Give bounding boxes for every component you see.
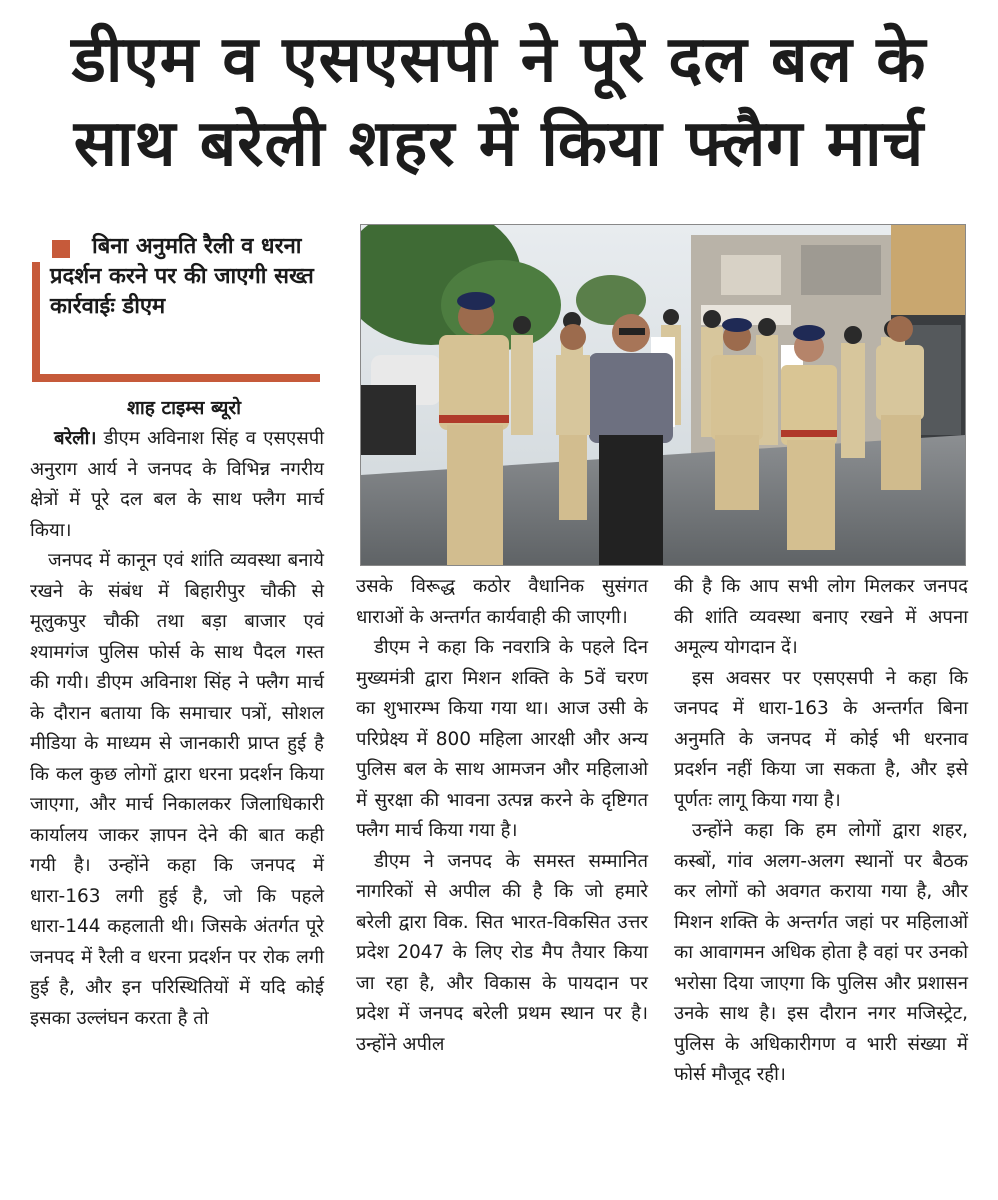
paragraph: डीएम ने जनपद के समस्त सम्मानित नागरिकों से अपील की है कि जो हमारे बरेली द्वारा विक. सित भारत-विकसित उत्तर प्रदेश 2047 के लिए रोड मैप तैयार किया जा रहा है, और विकास के पायदान पर प्रदेश में जनपद बरेली प्रथम स्थान पर है। उन्होंने अपील — [356, 850, 648, 1055]
paragraph: उसके विरूद्ध कठोर वैधानिक सुसंगत धाराओं के अन्तर्गत कार्यवाही की जाएगी। — [356, 576, 648, 628]
byline — [44, 394, 324, 422]
article-column-2 — [356, 572, 648, 1060]
subheadline: बिना अनुमति रैली व धरना प्रदर्शन करने पर की जाएगी सख्त कार्रवाईः डीएम — [50, 234, 314, 319]
article-column-1 — [30, 424, 324, 1034]
headline-line-2: साथ बरेली शहर में किया फ्लैग मार्च — [73, 107, 925, 181]
paragraph: इस अवसर पर एसएसपी ने कहा कि जनपद में धारा-163 के अन्तर्गत बिना अनुमति के जनपद में कोई भी धरनाव प्रदर्शन नहीं किया जा सकता है, और इसे पूर्णतः लागू किया गया है। — [674, 667, 968, 811]
paragraph: जनपद में कानून एवं शांति व्यवस्था बनाये रखने के संबंध में बिहारीपुर चौकी से मूलुकपुर चौकी तथा बड़ा बाजार एवं श्यामगंज पुलिस फोर्स के साथ पैदल गस्त की गयी। डीएम अविनाश सिंह ने फ्लैग मार्च के दौरान बताया कि समाचार पत्रों, सोशल मीडिया के माध्यम से जानकारी प्राप्त हुई है कि कल कुछ लोगों द्वारा धरना प्रदर्शन किया जाएगा, और मार्च निकालकर जिलाधिकारी कार्यालय जाकर ज्ञापन देने की बात कही गयी है। उन्होंने कहा कि जनपद में धारा-163 लगी हुई है, जो कि पहले धारा-144 कहलाती थी। जिसके अंतर्गत पूरे जनपद में रैली व धरना प्रदर्शन पर रोक लगी हुई है, और इन परिस्थितियों में यदि कोई इसका उल्लंघन करता है तो — [30, 550, 324, 1029]
dateline: बरेली। — [54, 428, 97, 449]
accent-bar-horizontal — [32, 374, 320, 382]
headline — [10, 18, 988, 186]
photo-icon — [361, 225, 965, 565]
paragraph: उन्होंने कहा कि हम लोगों द्वारा शहर, कस्बों, गांव अलग-अलग स्थानों पर बैठक कर लोगों को अवगत कराया गया है, और मिशन शक्ति के अन्तर्गत जहां पर महिलाओं का आवागमन अधिक होता है वहां पर उनको भरोसा दिया जाएगा कि पुलिस और प्रशासन उनके साथ है। इस दौरान नगर मजिस्ट्रेट, पुलिस के अधिकारीगण व भारी संख्या में फोर्स मौजूद रही। — [674, 820, 968, 1085]
paragraph: की है कि आप सभी लोग मिलकर जनपद की शांति व्यवस्था बनाए रखने में अपना अमूल्य योगदान दें। — [674, 576, 968, 658]
article-column-3 — [674, 572, 968, 1091]
accent-bar-vertical — [32, 262, 40, 380]
news-photo — [360, 224, 966, 566]
paragraph: डीएम अविनाश सिंह व एसएसपी अनुराग आर्य ने जनपद के विभिन्न नगरीय क्षेत्रों में पूरे दल बल के साथ फ्लैग मार्च किया। — [30, 428, 324, 541]
subheadline-box — [32, 232, 320, 382]
byline-agency: शाह टाइम्स ब्यूरो — [126, 397, 242, 419]
headline-line-1: डीएम व एसएसपी ने पूरे दल बल के — [71, 23, 927, 97]
paragraph: डीएम ने कहा कि नवरात्रि के पहले दिन मुख्यमंत्री द्वारा मिशन शक्ति के 5वें चरण का शुभारम्भ किया गया था। आज उसी के परिप्रेक्ष्य में 800 महिला आरक्षी और अन्य पुलिस बल के साथ आमजन और महिलाओ में सुरक्षा की भावना उत्पन्न करने के दृष्टिगत फ्लैग मार्च किया गया है। — [356, 637, 648, 841]
